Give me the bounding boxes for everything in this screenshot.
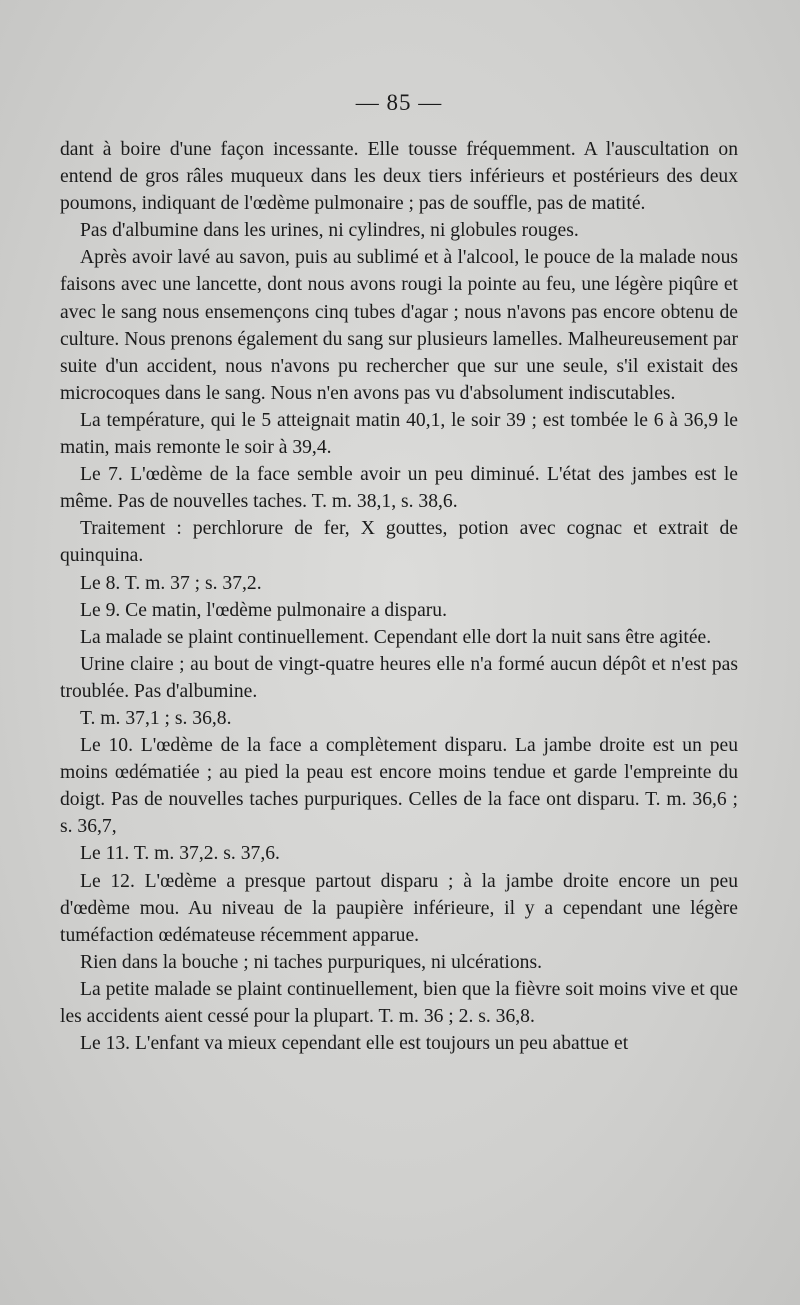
paragraph-day-9: Le 9. Ce matin, l'œdème pulmonaire a disparu. — [80, 599, 448, 621]
paragraph-complaint: La malade se plaint continuellement. Cependant elle dort la nuit sans être agitée. — [80, 626, 712, 648]
paragraph-temperature: La température, qui le 5 atteignait matin 40,1, le soir 39 ; est tombée le 6 à 36,9 le matin, mais remonte le soir à 39,4. — [60, 409, 738, 459]
paragraph-day-10: Le 10. L'œdème de la face a complètement disparu. La jambe droite est un peu moins œdématiée ; au pied la peau est encore moins tendue et garde l'empreinte du doigt. Pas de nouvelles taches purpuriques. Celles de la face ont disparu. T. m. 36,6 ; s. 36,7, — [60, 735, 738, 838]
paragraph-urine-clear: Urine claire ; au bout de vingt-quatre heures elle n'a formé aucun dépôt et n'est pas troublée. Pas d'albumine. — [60, 653, 738, 702]
paragraph-continuation: dant à boire d'une façon incessante. Elle tousse fréquemment. A l'auscultation on entend de gros râles muqueux dans les deux tiers inférieurs et postérieurs des deux poumons, indiquant de l'œdème pulmonaire ; pas de souffle, pas de matité. — [60, 139, 738, 215]
body-text — [60, 136, 738, 1057]
paragraph-day-7: Le 7. L'œdème de la face semble avoir un peu diminué. L'état des jambes est le même. Pas de nouvelles taches. T. m. 38,1, s. 38,6. — [60, 464, 738, 513]
page-number: — 85 — — [355, 90, 443, 115]
paragraph-day-13: Le 13. L'enfant va mieux cependant elle est toujours un peu abattue et — [80, 1033, 629, 1055]
paragraph-mouth: Rien dans la bouche ; ni taches purpuriques, ni ulcérations. — [80, 951, 542, 973]
paragraph-culture: Après avoir lavé au savon, puis au sublimé et à l'alcool, le pouce de la malade nous faisons avec une lancette, dont nous avons rougi la pointe au feu, une légère piqûre et avec le sang nous ensemençons cinq tubes d'agar ; nous n'avons pas encore obtenu de culture. Nous prenons également du sang sur plusieurs lamelles. Malheureusement par suite d'un accident, nous n'avons pu rechercher que sur une seule, s'il existait des microcoques dans le sang. Nous n'en avons pas vu d'absolument indiscutables. — [60, 247, 738, 404]
paragraph-day-11: Le 11. T. m. 37,2. s. 37,6. — [80, 843, 280, 865]
paragraph-temp-day-9: T. m. 37,1 ; s. 36,8. — [80, 707, 232, 729]
paragraph-day-12: Le 12. L'œdème a presque partout disparu ; à la jambe droite encore un peu d'œdème mou. Au niveau de la paupière inférieure, il y a cependant une légère tuméfaction œdémateuse récemment apparue. — [60, 870, 738, 946]
paragraph-day-8: Le 8. T. m. 37 ; s. 37,2. — [80, 572, 262, 594]
paragraph-treatment: Traitement : perchlorure de fer, X gouttes, potion avec cognac et extrait de quinquina. — [60, 518, 738, 567]
paragraph-urines: Pas d'albumine dans les urines, ni cylindres, ni globules rouges. — [80, 220, 579, 242]
paragraph-fever: La petite malade se plaint continuellement, bien que la fièvre soit moins vive et que les accidents aient cessé pour la plupart. T. m. 36 ; 2. s. 36,8. — [60, 978, 738, 1027]
